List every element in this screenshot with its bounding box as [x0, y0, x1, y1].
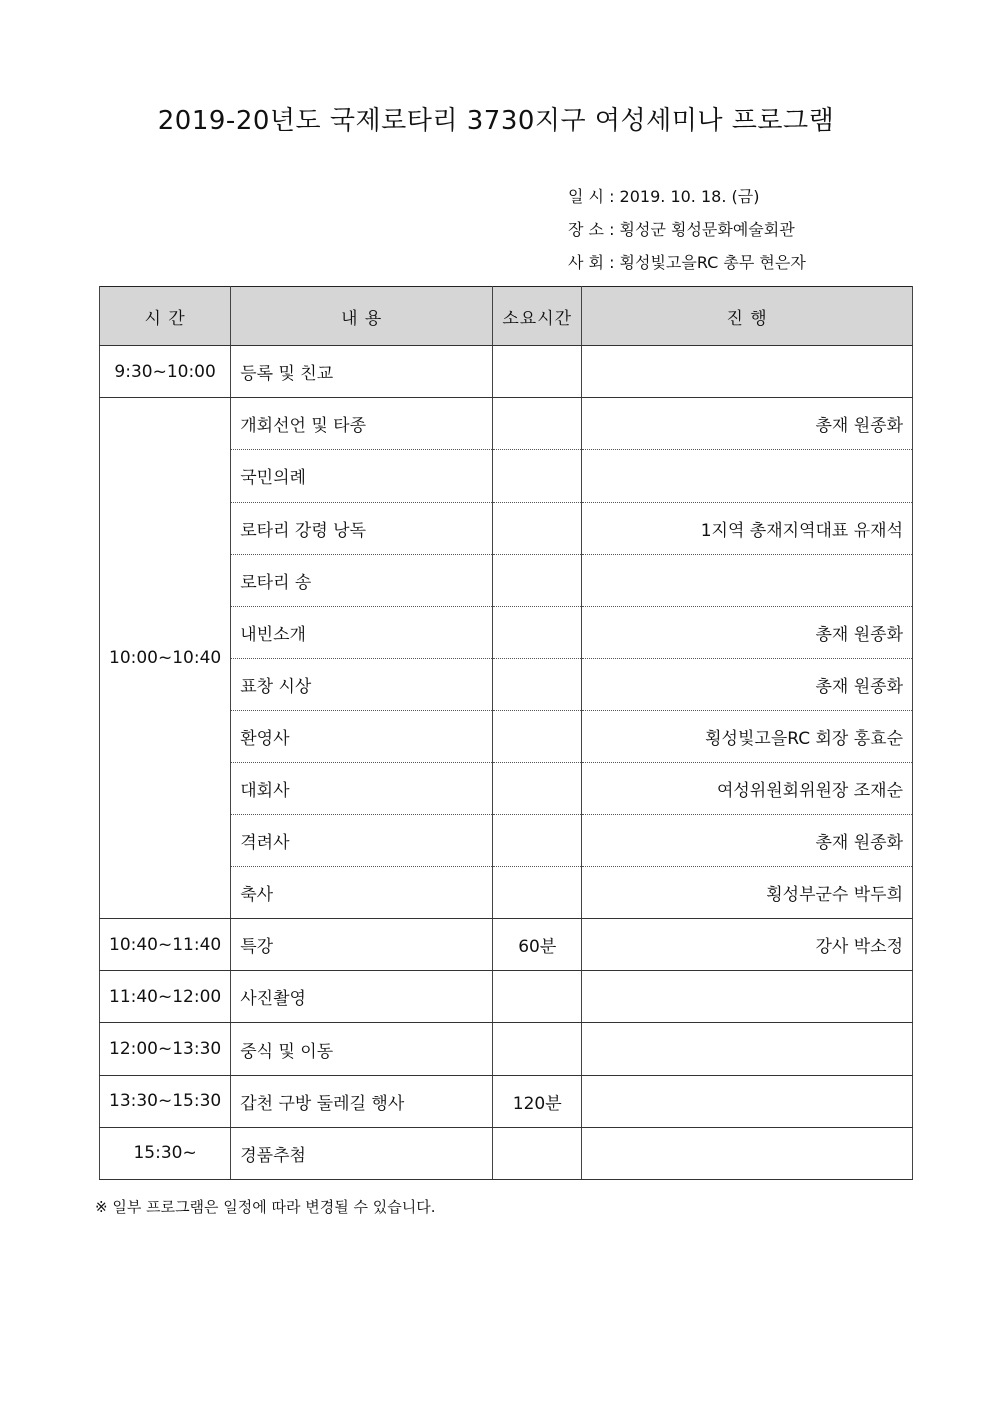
row-content: 경품추첨 — [231, 1127, 493, 1179]
row-lead: 1지역 총재지역대표 유재석 — [582, 502, 913, 554]
row-content: 중식 및 이동 — [231, 1023, 493, 1075]
row-content: 축사 — [231, 867, 493, 919]
row-lead — [582, 971, 913, 1023]
header-time: 시 간 — [100, 287, 231, 346]
row-duration: 60분 — [493, 919, 582, 971]
row-lead — [582, 450, 913, 502]
table-row — [100, 971, 913, 1023]
footnote: ※ 일부 프로그램은 일정에 따라 변경될 수 있습니다. — [95, 1198, 436, 1216]
row-time: 12:00~13:30 — [100, 1023, 231, 1075]
row-content: 사진촬영 — [231, 971, 493, 1023]
row-time: 15:30~ — [100, 1127, 231, 1179]
row-duration — [493, 606, 582, 658]
header-lead: 진 행 — [582, 287, 913, 346]
event-info — [568, 180, 806, 279]
row-content: 로타리 강령 낭독 — [231, 502, 493, 554]
table-row — [100, 919, 913, 971]
row-duration — [493, 398, 582, 450]
row-duration — [493, 867, 582, 919]
row-time: 13:30~15:30 — [100, 1075, 231, 1127]
table-row — [100, 398, 913, 450]
row-duration — [493, 971, 582, 1023]
row-duration — [493, 710, 582, 762]
event-host: 사 회 : 횡성빛고을RC 총무 현은자 — [568, 253, 806, 272]
row-lead — [582, 346, 913, 398]
row-content: 내빈소개 — [231, 606, 493, 658]
table-row — [100, 1075, 913, 1127]
row-content: 로타리 송 — [231, 554, 493, 606]
row-lead: 횡성부군수 박두희 — [582, 867, 913, 919]
row-duration — [493, 1127, 582, 1179]
header-content: 내 용 — [231, 287, 493, 346]
row-duration — [493, 658, 582, 710]
row-lead: 총재 원종화 — [582, 606, 913, 658]
row-lead: 총재 원종화 — [582, 398, 913, 450]
row-duration — [493, 554, 582, 606]
row-lead — [582, 1127, 913, 1179]
table-header-row — [100, 287, 913, 346]
table-row — [100, 346, 913, 398]
event-date: 일 시 : 2019. 10. 18. (금) — [568, 187, 760, 206]
row-lead — [582, 554, 913, 606]
row-lead: 총재 원종화 — [582, 815, 913, 867]
row-time: 11:40~12:00 — [100, 971, 231, 1023]
row-content: 환영사 — [231, 710, 493, 762]
table-row — [100, 1127, 913, 1179]
row-content: 대회사 — [231, 763, 493, 815]
row-content: 국민의례 — [231, 450, 493, 502]
event-place: 장 소 : 횡성군 횡성문화예술회관 — [568, 220, 795, 239]
row-lead: 횡성빛고을RC 회장 홍효순 — [582, 710, 913, 762]
row-time: 10:40~11:40 — [100, 919, 231, 971]
row-duration: 120분 — [493, 1075, 582, 1127]
row-content: 표창 시상 — [231, 658, 493, 710]
row-duration — [493, 763, 582, 815]
row-lead — [582, 1075, 913, 1127]
row-content: 특강 — [231, 919, 493, 971]
row-lead: 강사 박소정 — [582, 919, 913, 971]
row-lead — [582, 1023, 913, 1075]
row-content: 격려사 — [231, 815, 493, 867]
row-duration — [493, 502, 582, 554]
header-duration: 소요시간 — [493, 287, 582, 346]
row-content: 등록 및 친교 — [231, 346, 493, 398]
page-title: 2019-20년도 국제로타리 3730지구 여성세미나 프로그램 — [157, 106, 835, 136]
program-table — [99, 286, 913, 1180]
row-duration — [493, 1023, 582, 1075]
row-lead: 여성위원회위원장 조재순 — [582, 763, 913, 815]
row-content: 개회선언 및 타종 — [231, 398, 493, 450]
row-duration — [493, 815, 582, 867]
row-time: 10:00~10:40 — [100, 398, 231, 919]
row-duration — [493, 346, 582, 398]
row-time: 9:30~10:00 — [100, 346, 231, 398]
table-row — [100, 1023, 913, 1075]
row-content: 갑천 구방 둘레길 행사 — [231, 1075, 493, 1127]
row-lead: 총재 원종화 — [582, 658, 913, 710]
row-duration — [493, 450, 582, 502]
